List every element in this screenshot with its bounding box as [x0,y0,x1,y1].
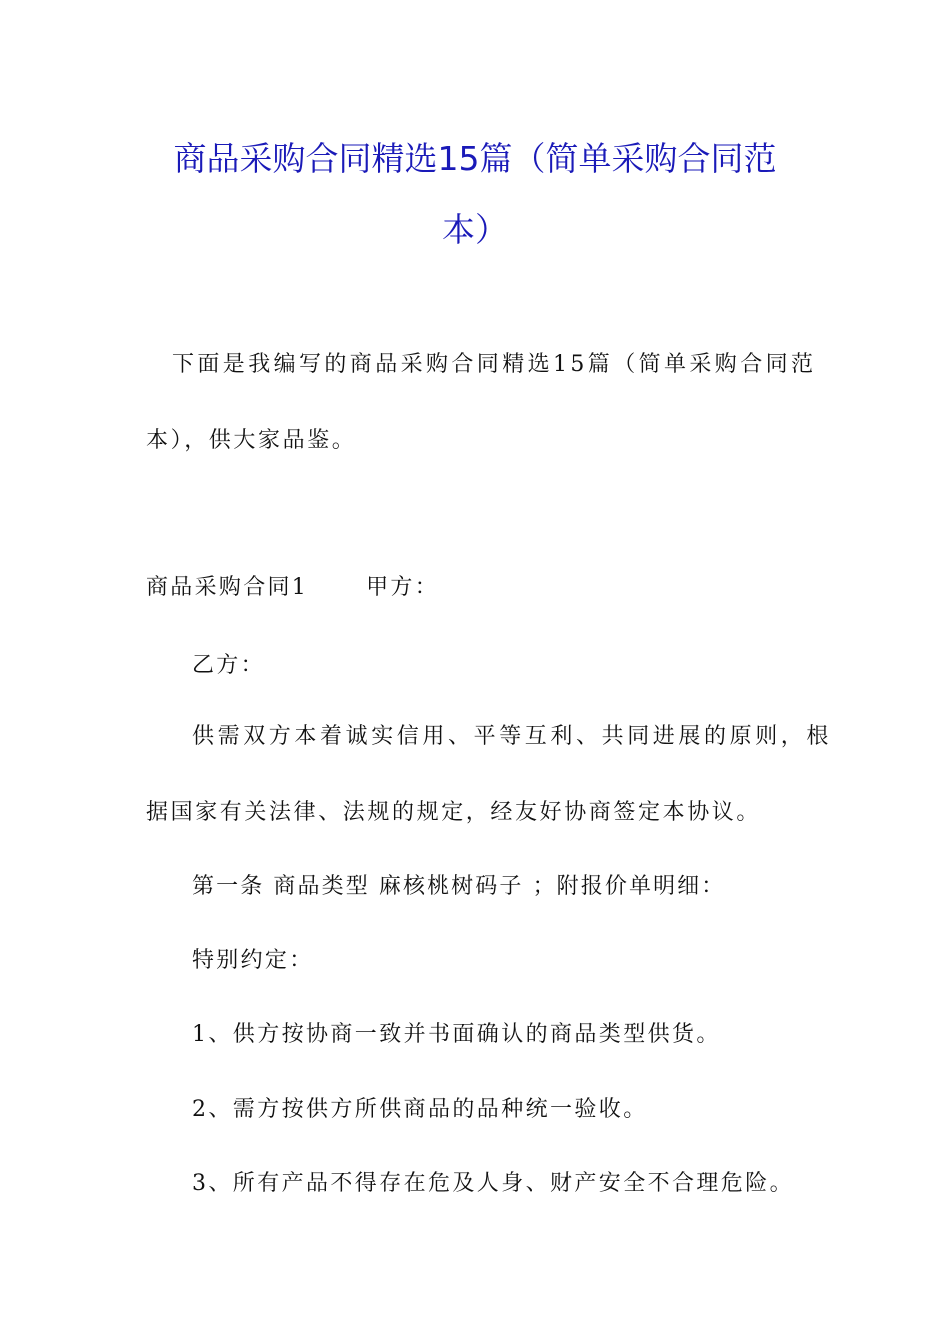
article-1: 第一条 商品类型 麻核桃树码子 ；附报价单明细： [192,874,726,899]
special-term-item: 2、需方按供方所供商品的品种统一验收。 [192,1097,648,1122]
special-term-item: 1、供方按协商一致并书面确认的商品类型供货。 [192,1022,721,1047]
principle-line-2: 据国家有关法律、法规的规定，经友好协商签定本协议。 [146,800,762,825]
contract-heading-row [146,570,439,601]
principle-line-1: 供需双方本着诚实信用、平等互利、共同进展的原则，根 [192,724,833,749]
document-title-line-1: 商品采购合同精选15篇（简单采购合同范 [173,139,777,178]
contract-heading: 商品采购合同1 [146,575,309,600]
intro-line-1: 下面是我编写的商品采购合同精选15篇（简单采购合同范 [172,352,817,377]
party-a-label: 甲方： [366,575,440,600]
party-b-label: 乙方： [192,653,265,678]
special-term-item: 3、所有产品不得存在危及人身、财产安全不合理危险。 [192,1171,794,1196]
document-title-line-2: 本） [442,210,508,249]
special-terms-heading: 特别约定： [192,948,314,973]
intro-line-2: 本），供大家品鉴。 [146,428,357,453]
